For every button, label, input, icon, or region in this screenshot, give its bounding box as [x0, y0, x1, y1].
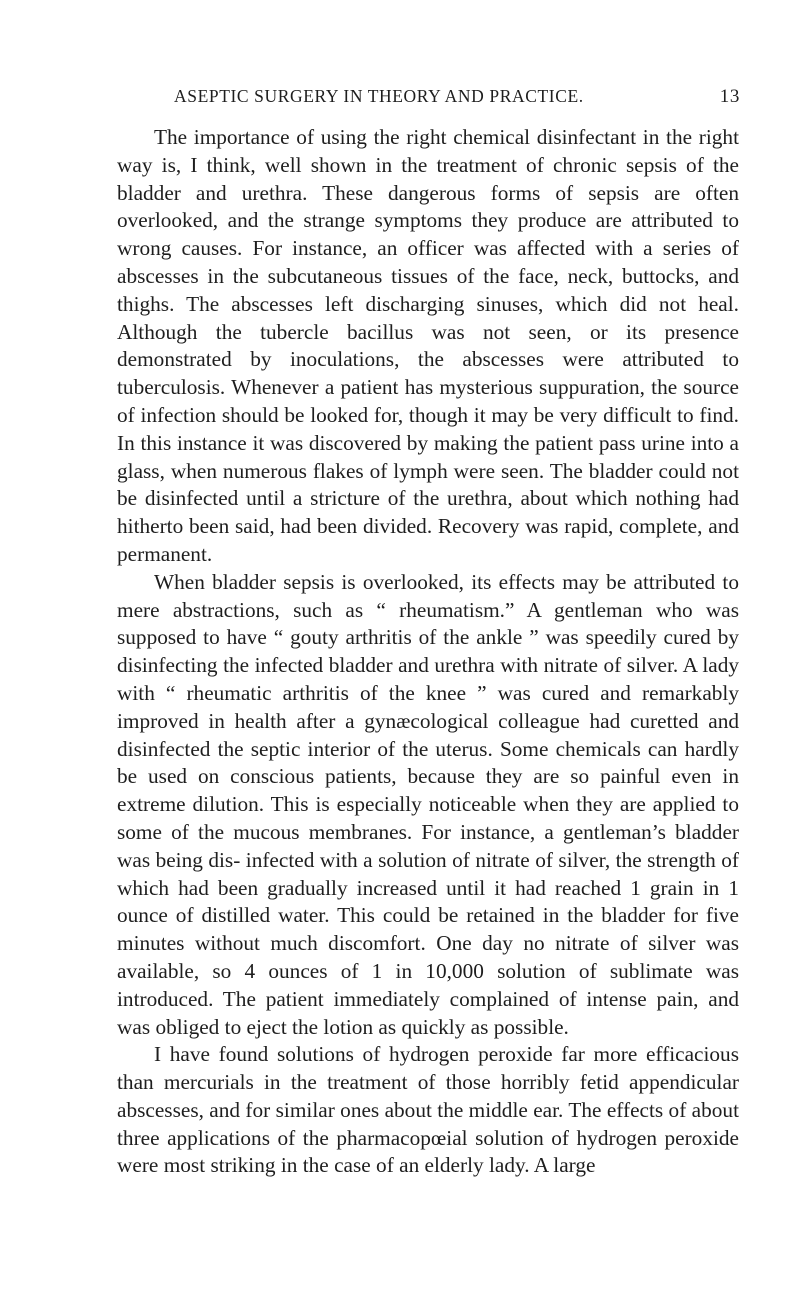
paragraph: I have found solutions of hydrogen peroxide far more efficacious than mercurials in the treatment of those horribly fetid appendicular abscesses, and for similar ones about the middle ear. The effects of about three applications of the pharmacopœial solution of hydrogen peroxide were most striking in the case of an elderly lady. A large	[117, 1042, 739, 1178]
paragraph: The importance of using the right chemical disinfectant in the right way is, I think, well shown in the treatment of chronic sepsis of the bladder and urethra. These dangerous forms of sepsis are often overlooked, and the strange symptoms they produce are attributed to wrong causes. For instance, an officer was affected with a series of abscesses in the subcutaneous tissues of the face, neck, buttocks, and thighs. The abscesses left discharging sinuses, which did not heal. Although the tubercle bacillus was not seen, or its presence demonstrated by inoculations, the abscesses were attributed to tuberculosis. Whenever a patient has mysterious suppuration, the source of infection should be looked for, though it may be very difficult to find. In this instance it was discovered by making the patient pass urine into a glass, when numerous flakes of lymph were seen. The bladder could not be disinfected until a stricture of the urethra, about which nothing had hitherto been said, had been divided. Recovery was rapid, complete, and permanent.	[117, 125, 739, 566]
paragraph: When bladder sepsis is overlooked, its effects may be attributed to mere abstractions, such as “ rheumatism.” A gentleman who was supposed to have “ gouty arthritis of the ankle ” was speedily cured by disinfecting the infected bladder and urethra with nitrate of silver. A lady with “ rheumatic arthritis of the knee ” was cured and remarkably improved in health after a gynæcological colleague had curetted and disinfected the septic interior of the uterus. Some chemicals can hardly be used on conscious patients, because they are so painful even in extreme dilution. This is especially noticeable when they are applied to some of the mucous membranes. For instance, a gentleman’s bladder was being dis- infected with a solution of nitrate of silver, the strength of which had been gradually increased until it had reached 1 grain in 1 ounce of distilled water. This could be retained in the bladder for five minutes without much discomfort. One day no nitrate of silver was available, so 4 ounces of 1 in 10,000 solution of sublimate was introduced. The patient immediately complained of intense pain, and was obliged to eject the lotion as quickly as possible.	[117, 569, 739, 1039]
running-title: ASEPTIC SURGERY IN THEORY AND PRACTICE.	[174, 86, 584, 106]
page-number: 13	[719, 86, 740, 107]
page-header	[174, 86, 740, 112]
body-text	[117, 124, 739, 1180]
